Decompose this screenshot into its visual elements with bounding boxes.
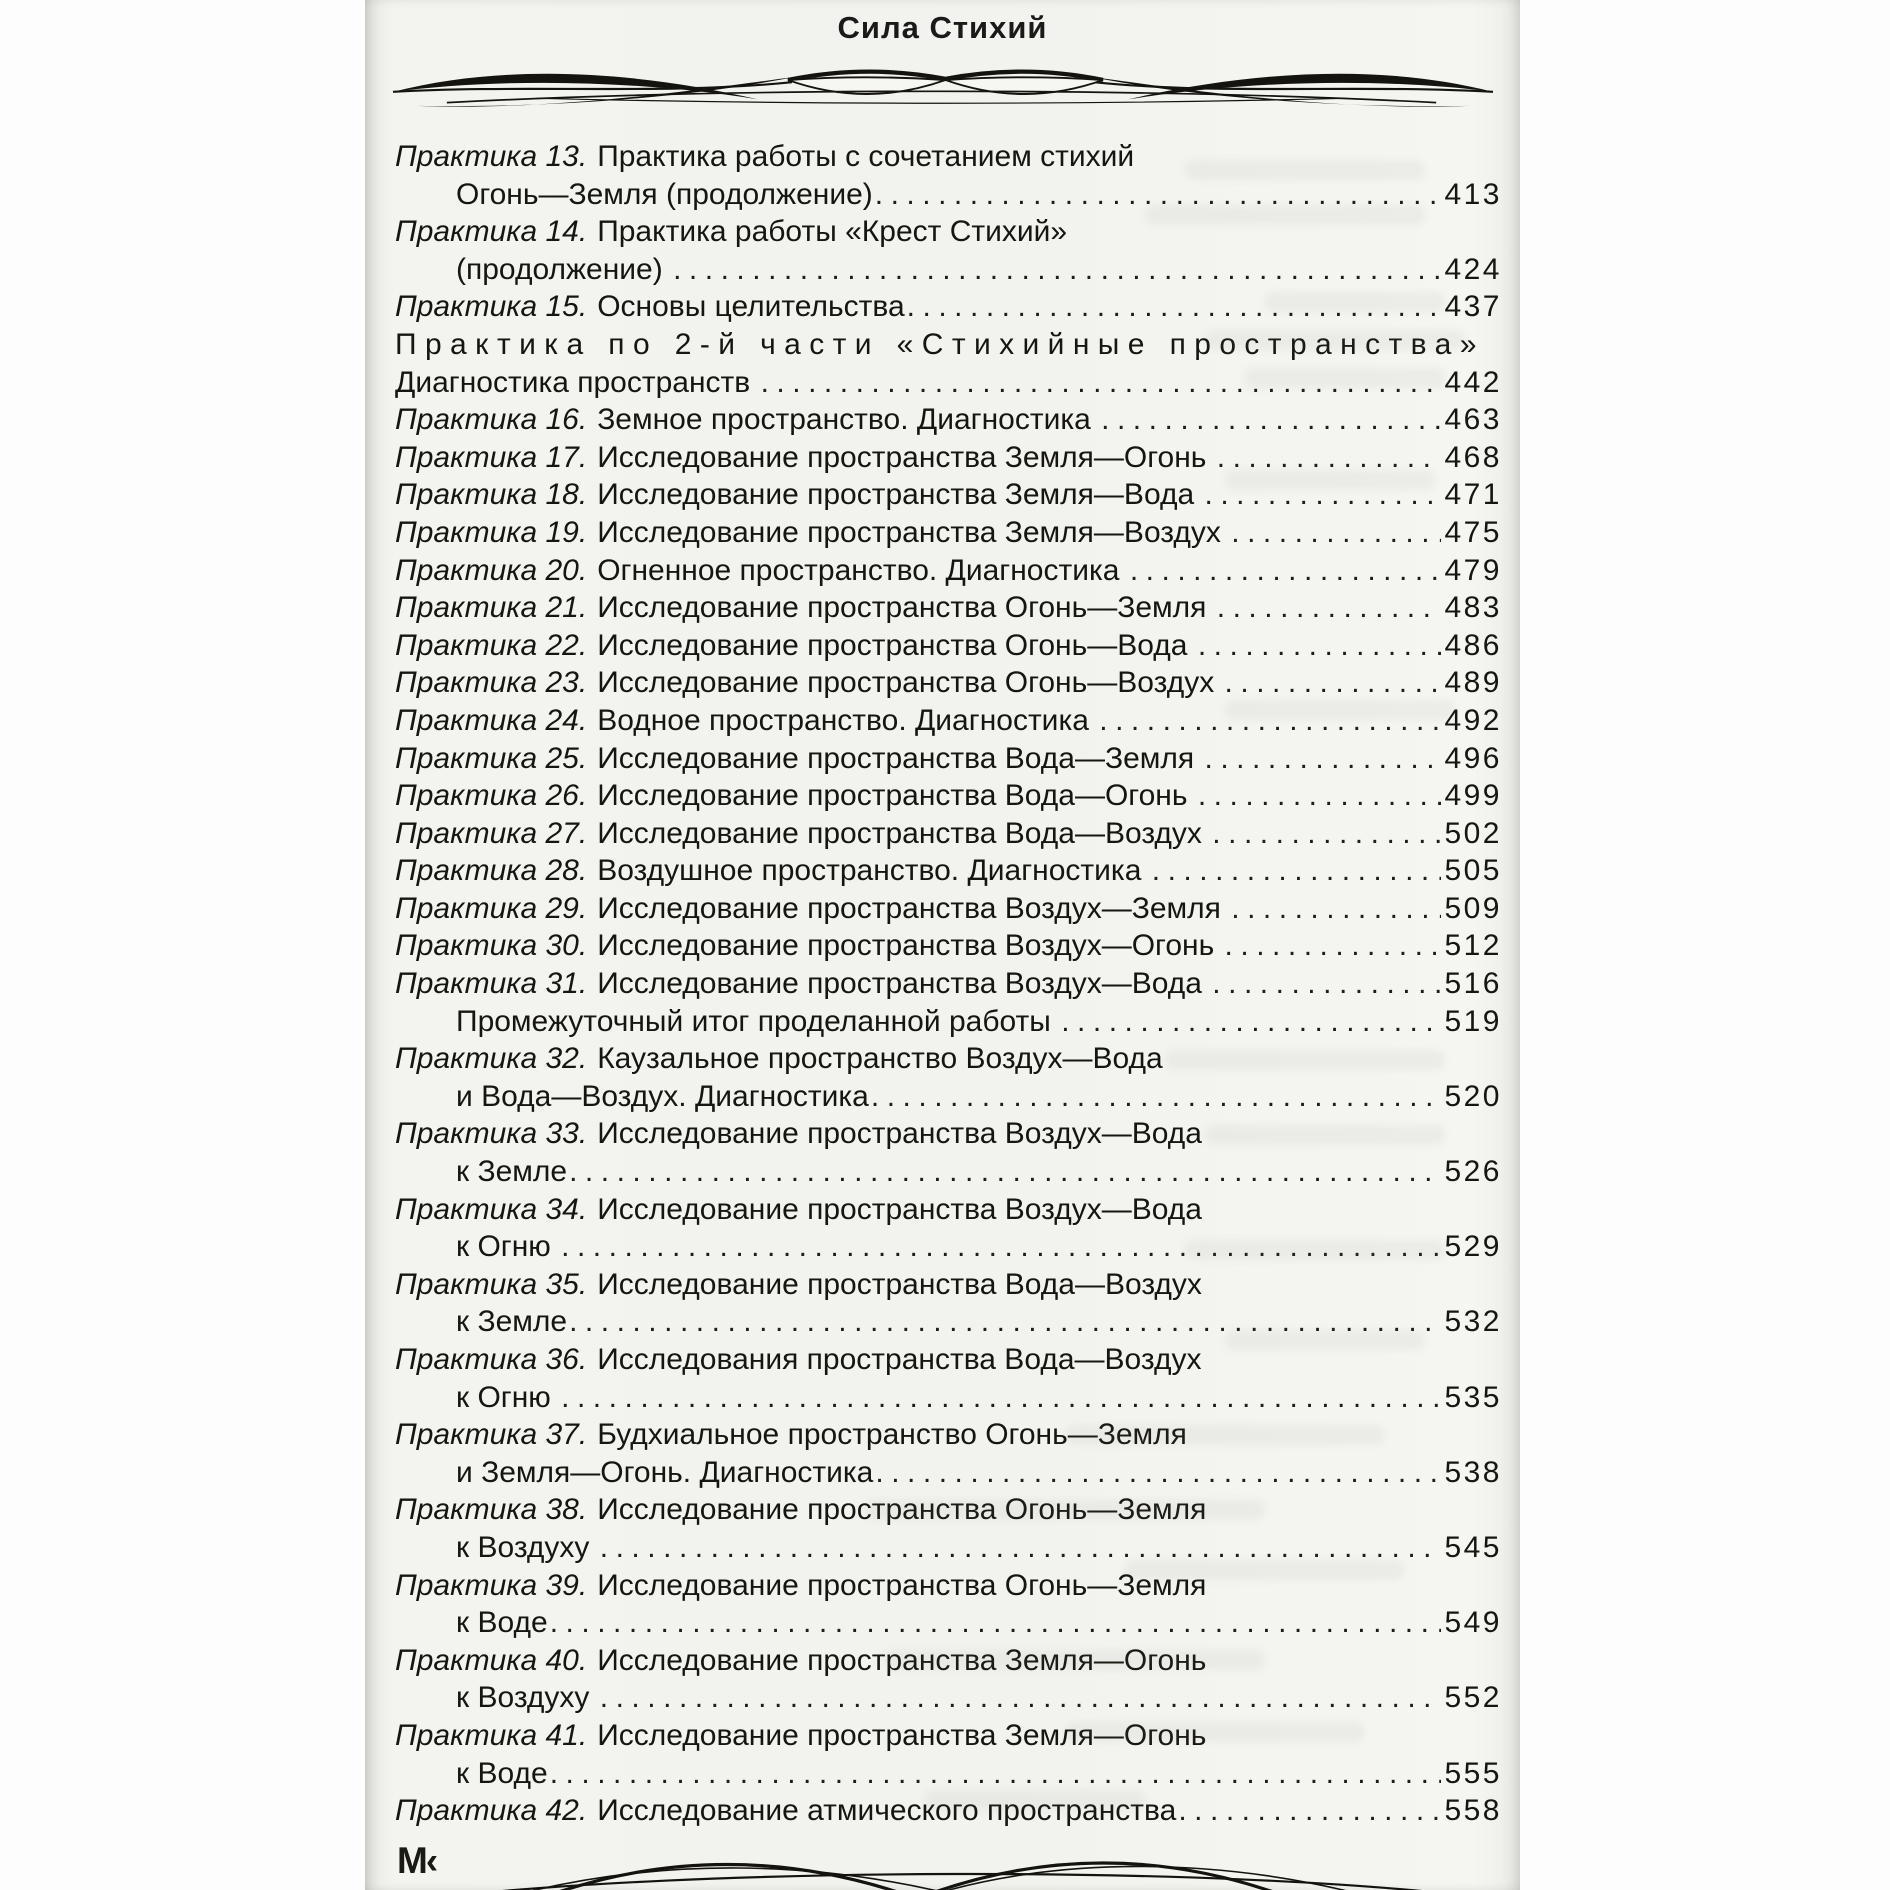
toc-entry-prefix: Практика 27. — [395, 816, 588, 850]
toc-entry-prefix: Практика 35. — [395, 1267, 588, 1301]
toc-entry — [395, 478, 1502, 516]
toc-entry-title: и Вода—Воздух. Диагностика — [456, 1079, 869, 1113]
toc-entry-prefix: Практика 34. — [395, 1192, 588, 1226]
toc-entry — [395, 1794, 1502, 1832]
toc-entry-prefix: Практика 28. — [395, 854, 588, 888]
dot-leader — [871, 1080, 1442, 1114]
toc-entry-title: Исследование пространства Земля—Воздух — [597, 515, 1230, 549]
toc-entry — [395, 742, 1502, 780]
toc-entry-title: Исследование пространства Огонь—Земля — [597, 591, 1215, 625]
dot-leader — [1205, 478, 1442, 512]
toc-entry-page: 529 — [1444, 1230, 1502, 1264]
toc-entry — [395, 1193, 1502, 1231]
dot-leader — [1212, 967, 1441, 1001]
toc-entry-title: к Огню — [456, 1230, 560, 1264]
table-of-contents — [395, 140, 1502, 1832]
toc-entry-title: Исследование пространства Воздух—Вода — [597, 1192, 1202, 1226]
toc-entry — [395, 967, 1502, 1005]
toc-entry — [395, 854, 1502, 892]
toc-entry-title: к Воде — [456, 1756, 548, 1790]
toc-entry — [395, 1381, 1502, 1419]
toc-entry-title: Исследования пространства Вода—Воздух — [597, 1343, 1202, 1376]
dot-leader — [550, 1757, 1442, 1791]
toc-entry-title: Будхиальное пространство Огонь—Земля — [597, 1418, 1187, 1452]
toc-entry-prefix: Практика 39. — [395, 1568, 588, 1602]
toc-entry-title: (продолжение) — [456, 252, 672, 286]
toc-entry-prefix: Практика 41. — [395, 1718, 588, 1752]
toc-entry-prefix: Практика 20. — [395, 553, 588, 587]
toc-entry — [395, 328, 1502, 366]
toc-entry — [395, 1230, 1502, 1268]
toc-entry-page: 520 — [1444, 1079, 1502, 1113]
toc-entry-prefix: Практика 42. — [395, 1794, 588, 1828]
dot-leader — [600, 1681, 1442, 1715]
toc-entry — [395, 1305, 1502, 1343]
toc-entry — [395, 215, 1502, 253]
toc-entry-page: 502 — [1444, 816, 1502, 850]
toc-entry — [395, 403, 1502, 441]
dot-leader — [761, 366, 1442, 400]
toc-entry-page: 489 — [1444, 666, 1502, 700]
toc-entry-title: Огонь—Земля (продолжение) — [456, 177, 873, 211]
toc-entry-prefix: Практика 18. — [395, 478, 588, 512]
toc-entry-prefix: Практика 21. — [395, 591, 588, 625]
toc-entry-title: Практика работы «Крест Стихий» — [597, 215, 1068, 249]
toc-entry-prefix: Практика 15. — [395, 290, 588, 324]
toc-entry — [395, 1456, 1502, 1494]
toc-entry-title: Исследование пространства Воздух—Вода — [597, 967, 1211, 1001]
toc-entry — [395, 1155, 1502, 1193]
flourish-ornament-bottom — [393, 1843, 1503, 1890]
dot-leader — [1101, 403, 1441, 437]
toc-entry-prefix: Практика 37. — [395, 1418, 588, 1452]
dot-leader — [569, 1155, 1441, 1189]
toc-entry — [395, 817, 1502, 855]
toc-entry — [395, 1493, 1502, 1531]
toc-entry-title: и Земля—Огонь. Диагностика — [456, 1455, 874, 1489]
dot-leader — [1212, 817, 1441, 851]
toc-entry-page: 468 — [1444, 440, 1502, 474]
toc-entry — [395, 666, 1502, 704]
printer-mark: М‹ — [397, 1840, 437, 1881]
toc-entry-page: 437 — [1444, 290, 1502, 324]
toc-entry-page: 558 — [1444, 1794, 1502, 1828]
toc-entry-prefix: Практика 33. — [395, 1117, 588, 1151]
toc-entry-title: Исследование пространства Земля—Огонь — [597, 440, 1215, 474]
toc-entry-prefix: Практика 32. — [395, 1042, 588, 1076]
toc-entry-page: 519 — [1444, 1004, 1502, 1038]
page-title: Сила Стихий — [837, 10, 1048, 45]
toc-entry — [395, 1418, 1502, 1456]
toc-entry-page: 538 — [1444, 1455, 1502, 1489]
toc-entry-title: Исследование пространства Вода—Земля — [597, 741, 1203, 775]
toc-entry — [395, 892, 1502, 930]
dot-leader — [1225, 666, 1442, 700]
toc-entry-title: Земное пространство. Диагностика — [597, 403, 1100, 437]
toc-entry-page: 499 — [1444, 779, 1502, 813]
dot-leader — [1099, 704, 1441, 738]
toc-entry-prefix: Практика 40. — [395, 1643, 588, 1677]
toc-entry-title: Воздушное пространство. Диагностика — [597, 854, 1150, 888]
toc-entry-title: к Воздуху — [456, 1681, 598, 1715]
toc-entry-prefix: Практика 30. — [395, 929, 588, 963]
toc-entry-prefix: Практика 36. — [395, 1343, 588, 1376]
toc-entry-prefix: Практика 31. — [395, 967, 588, 1001]
dot-leader — [1231, 516, 1441, 550]
toc-entry — [395, 1644, 1502, 1682]
toc-entry-page: 532 — [1444, 1305, 1502, 1339]
toc-entry-prefix: Практика 25. — [395, 741, 588, 775]
toc-entry-page: 463 — [1444, 403, 1502, 437]
dot-leader — [1198, 779, 1442, 813]
toc-entry-prefix: Практика 29. — [395, 891, 588, 925]
toc-entry-page: 413 — [1444, 177, 1502, 211]
toc-entry — [395, 140, 1502, 178]
toc-entry — [395, 1719, 1502, 1757]
dot-leader — [1130, 554, 1442, 588]
toc-entry — [395, 1042, 1502, 1080]
toc-entry-title: к Огню — [456, 1380, 560, 1414]
toc-entry-page: 442 — [1444, 365, 1502, 399]
dot-leader — [1231, 892, 1441, 926]
dot-leader — [600, 1531, 1442, 1565]
toc-entry-page: 479 — [1444, 553, 1502, 587]
toc-entry — [395, 1005, 1502, 1043]
dot-leader — [1217, 441, 1442, 475]
toc-entry-title: Исследование пространства Огонь—Воздух — [597, 666, 1223, 700]
toc-entry-title: Огненное пространство. Диагностика — [597, 553, 1128, 587]
dot-leader — [1217, 591, 1442, 625]
toc-entry-page: 516 — [1444, 967, 1502, 1001]
toc-entry — [395, 554, 1502, 592]
toc-entry — [395, 1569, 1502, 1607]
toc-entry-page: 505 — [1444, 854, 1502, 888]
toc-entry-page: 552 — [1444, 1681, 1502, 1715]
toc-entry — [395, 929, 1502, 967]
dot-leader — [1178, 1794, 1441, 1828]
toc-entry-page: 535 — [1444, 1380, 1502, 1414]
flourish-ornament-top — [387, 52, 1499, 108]
toc-entry — [395, 629, 1502, 667]
toc-entry-title: к Воде — [456, 1606, 548, 1640]
toc-entry-title: Исследование пространства Воздух—Вода — [597, 1117, 1202, 1151]
dot-leader — [569, 1305, 1441, 1339]
dot-leader — [1061, 1005, 1441, 1039]
dot-leader — [561, 1230, 1441, 1264]
toc-entry-page: 509 — [1444, 891, 1502, 925]
toc-entry-prefix: Практика 24. — [395, 703, 588, 737]
toc-entry-prefix: Практика 22. — [395, 628, 588, 662]
toc-entry-page: 545 — [1444, 1530, 1502, 1564]
toc-entry — [395, 178, 1502, 216]
toc-entry-prefix: Практика 13. — [395, 140, 588, 173]
toc-entry-page: 483 — [1444, 591, 1502, 625]
dot-leader — [875, 1456, 1441, 1490]
toc-entry-title: Исследование пространства Огонь—Земля — [597, 1493, 1207, 1527]
toc-entry-title: Исследование пространства Воздух—Земля — [597, 891, 1230, 925]
toc-entry-title: к Земле — [456, 1305, 568, 1339]
toc-entry-prefix: Практика 17. — [395, 440, 588, 474]
toc-entry-prefix: Практика 19. — [395, 515, 588, 549]
toc-entry-page: 526 — [1444, 1155, 1502, 1189]
toc-entry — [395, 1080, 1502, 1118]
toc-entry-title: Основы целительства — [597, 290, 905, 324]
toc-entry — [395, 1606, 1502, 1644]
toc-entry-title: Исследование пространства Вода—Огонь — [597, 779, 1196, 813]
toc-entry-title: Исследование пространства Воздух—Огонь — [597, 929, 1223, 963]
toc-entry — [395, 1343, 1502, 1381]
dot-leader — [875, 178, 1442, 212]
toc-entry — [395, 1531, 1502, 1569]
dot-leader — [1152, 854, 1442, 888]
dot-leader — [1225, 929, 1442, 963]
toc-entry — [395, 290, 1502, 328]
toc-entry-page: 512 — [1444, 929, 1502, 963]
toc-entry-title: Исследование пространства Огонь—Вода — [597, 628, 1196, 662]
toc-entry-title: Практика работы с сочетанием стихий — [597, 140, 1135, 173]
toc-entry-title: Исследование пространства Земля—Вода — [597, 478, 1203, 512]
toc-entry-page: 424 — [1444, 252, 1502, 286]
dot-leader — [673, 253, 1441, 287]
toc-entry-title: Исследование пространства Земля—Огонь — [597, 1718, 1207, 1752]
toc-entry-page: 555 — [1444, 1756, 1502, 1790]
toc-entry-page: 471 — [1444, 478, 1502, 512]
toc-entry — [395, 366, 1502, 404]
toc-entry — [395, 1681, 1502, 1719]
toc-entry-prefix: Практика 26. — [395, 779, 588, 813]
toc-entry-prefix: Практика 16. — [395, 403, 588, 437]
dot-leader — [1198, 629, 1442, 663]
toc-entry-page: 475 — [1444, 515, 1502, 549]
book-page — [365, 0, 1520, 1890]
toc-entry-title: к Земле — [456, 1155, 568, 1189]
dot-leader — [1205, 742, 1442, 776]
toc-entry-prefix: Практика 38. — [395, 1493, 588, 1527]
toc-entry-title: Диагностика пространств — [395, 365, 759, 399]
toc-entry-page: 549 — [1444, 1606, 1502, 1640]
toc-entry-title: Исследование пространства Вода—Воздух — [597, 816, 1211, 850]
toc-entry-title: Практика по 2-й части «Стихийные пространства» — [395, 327, 1485, 361]
toc-entry-title: к Воздуху — [456, 1530, 598, 1564]
toc-entry-page: 496 — [1444, 741, 1502, 775]
toc-entry — [395, 1268, 1502, 1306]
toc-entry-title: Исследование пространства Земля—Огонь — [597, 1643, 1207, 1677]
dot-leader — [550, 1606, 1442, 1640]
dot-leader — [907, 290, 1442, 324]
toc-entry — [395, 253, 1502, 291]
toc-entry-page: 486 — [1444, 628, 1502, 662]
toc-entry — [395, 591, 1502, 629]
toc-entry-title: Исследование пространства Огонь—Земля — [597, 1568, 1207, 1602]
toc-entry — [395, 1757, 1502, 1795]
toc-entry — [395, 779, 1502, 817]
toc-entry-title: Исследование пространства Вода—Воздух — [597, 1267, 1202, 1301]
toc-entry-page: 492 — [1444, 703, 1502, 737]
toc-entry-title: Водное пространство. Диагностика — [597, 703, 1098, 737]
toc-entry — [395, 516, 1502, 554]
toc-entry — [395, 704, 1502, 742]
toc-entry-title: Исследование атмического пространства — [597, 1794, 1177, 1828]
toc-entry-title: Промежуточный итог проделанной работы — [456, 1004, 1060, 1038]
toc-entry-prefix: Практика 14. — [395, 215, 588, 249]
toc-entry — [395, 441, 1502, 479]
toc-entry-title: Каузальное пространство Воздух—Вода — [597, 1042, 1163, 1076]
toc-entry-prefix: Практика 23. — [395, 666, 588, 700]
toc-entry — [395, 1117, 1502, 1155]
dot-leader — [561, 1381, 1441, 1415]
